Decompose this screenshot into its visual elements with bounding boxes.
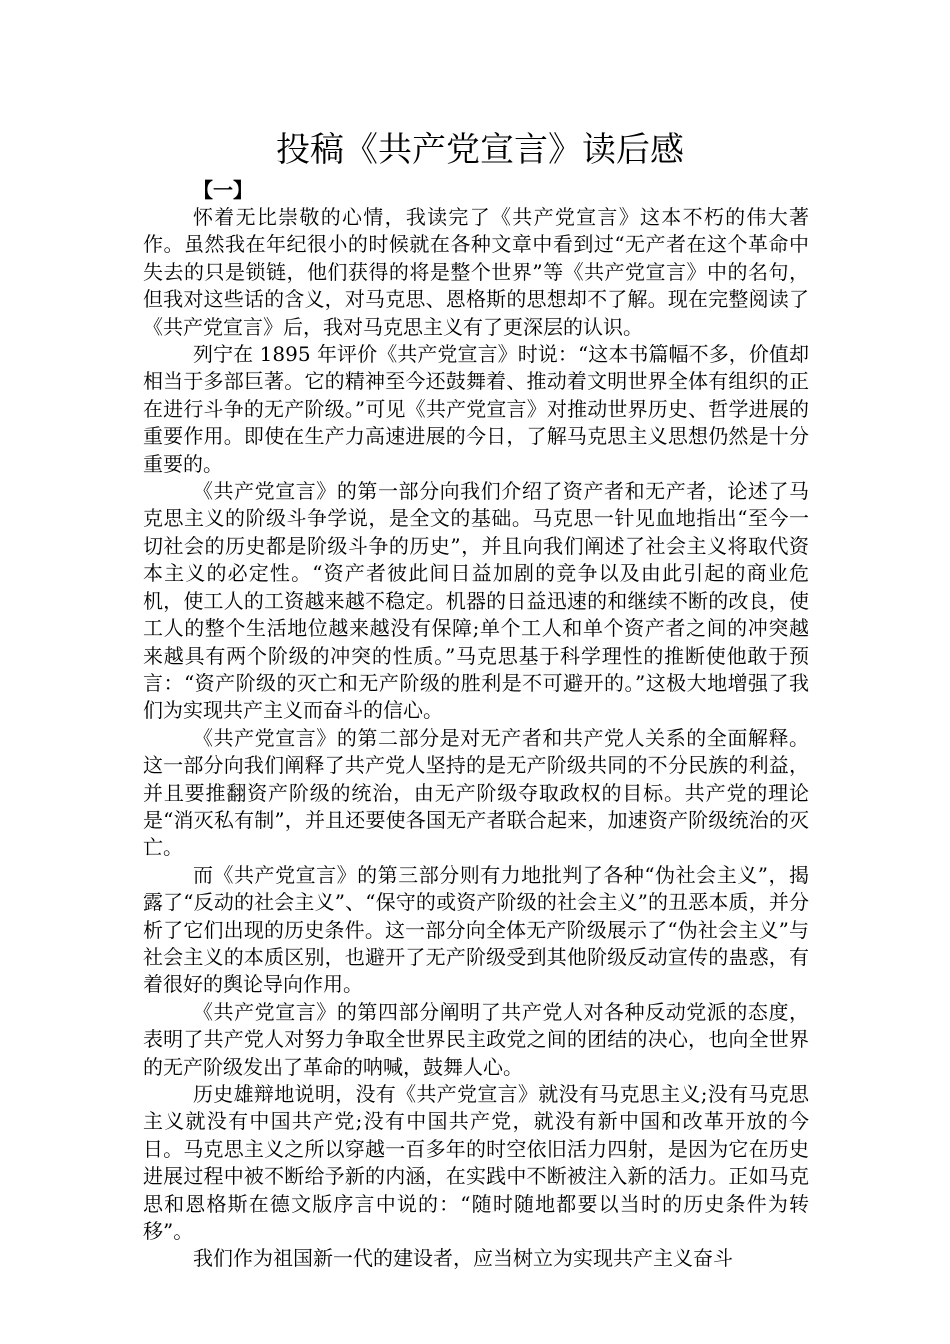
paragraph: 怀着无比崇敬的心情，我读完了《共产党宣言》这本不朽的伟大著作。虽然我在年纪很小的时候就在各种文章中看到过“无产者在这个革命中失去的只是锁链，他们获得的将是整个世界”等《共产党宣言》中的名句，但我对这些话的含义，对马克思、恩格斯的思想却不了解。现在完整阅读了《共产党宣言》后，我对马克思主义有了更深层的认识。	[143, 205, 809, 339]
document-page	[143, 124, 809, 1273]
paragraph: 列宁在 1895 年评价《共产党宣言》时说：“这本书篇幅不多，价值却相当于多部巨著。它的精神至今还鼓舞着、推动着文明世界全体有组织的正在进行斗争的无产阶级。”可见《共产党宣言》对推动世界历史、哲学进展的重要作用。即使在生产力高速进展的今日，了解马克思主义思想仍然是十分重要的。	[143, 342, 809, 476]
paragraph: 《共产党宣言》的第四部分阐明了共产党人对各种反动党派的态度，表明了共产党人对努力争取全世界民主政党之间的团结的决心，也向全世界的无产阶级发出了革命的呐喊，鼓舞人心。	[143, 999, 809, 1079]
paragraph: 《共产党宣言》的第一部分向我们介绍了资产者和无产者，论述了马克思主义的阶级斗争学说，是全文的基础。马克思一针见血地指出“至今一切社会的历史都是阶级斗争的历史”，并且向我们阐述了社会主义将取代资本主义的必定性。“资产者彼此间日益加剧的竞争以及由此引起的商业危机，使工人的工资越来越不稳定。机器的日益迅速的和继续不断的改良，使工人的整个生活地位越来越没有保障;单个工人和单个资产者之间的冲突越来越具有两个阶级的冲突的性质。”马克思基于科学理性的推断使他敢于预言：“资产阶级的灭亡和无产阶级的胜利是不可避开的。”这极大地增强了我们为实现共产主义而奋斗的信心。	[143, 479, 809, 723]
paragraph: 而《共产党宣言》的第三部分则有力地批判了各种“伪社会主义”，揭露了“反动的社会主义”、“保守的或资产阶级的社会主义”的丑恶本质，并分析了它们出现的历史条件。这一部分向全体无产阶级展示了“伪社会主义”与社会主义的本质区别，也避开了无产阶级受到其他阶级反动宣传的蛊惑，有着很好的舆论导向作用。	[143, 862, 809, 997]
section-label: 【一】	[193, 178, 253, 202]
paragraph: 我们作为祖国新一代的建设者，应当树立为实现共产主义奋斗	[193, 1246, 733, 1271]
document-title: 投稿《共产党宣言》读后感	[276, 130, 684, 170]
paragraph: 历史雄辩地说明，没有《共产党宣言》就没有马克思主义;没有马克思主义就没有中国共产党;没有中国共产党，就没有新中国和改革开放的今日。马克思主义之所以穿越一百多年的时空依旧活力四射，是因为它在历史进展过程中被不断给予新的内涵，在实践中不断被注入新的活力。正如马克思和恩格斯在德文版序言中说的：“随时随地都要以当时的历史条件为转移”。	[143, 1082, 809, 1244]
paragraph: 《共产党宣言》的第二部分是对无产者和共产党人关系的全面解释。这一部分向我们阐释了共产党人坚持的是无产阶级共同的不分民族的利益，并且要推翻资产阶级的统治，由无产阶级夺取政权的目标。共产党的理论是“消灭私有制”，并且还要使各国无产者联合起来，加速资产阶级统治的灭亡。	[143, 725, 809, 860]
